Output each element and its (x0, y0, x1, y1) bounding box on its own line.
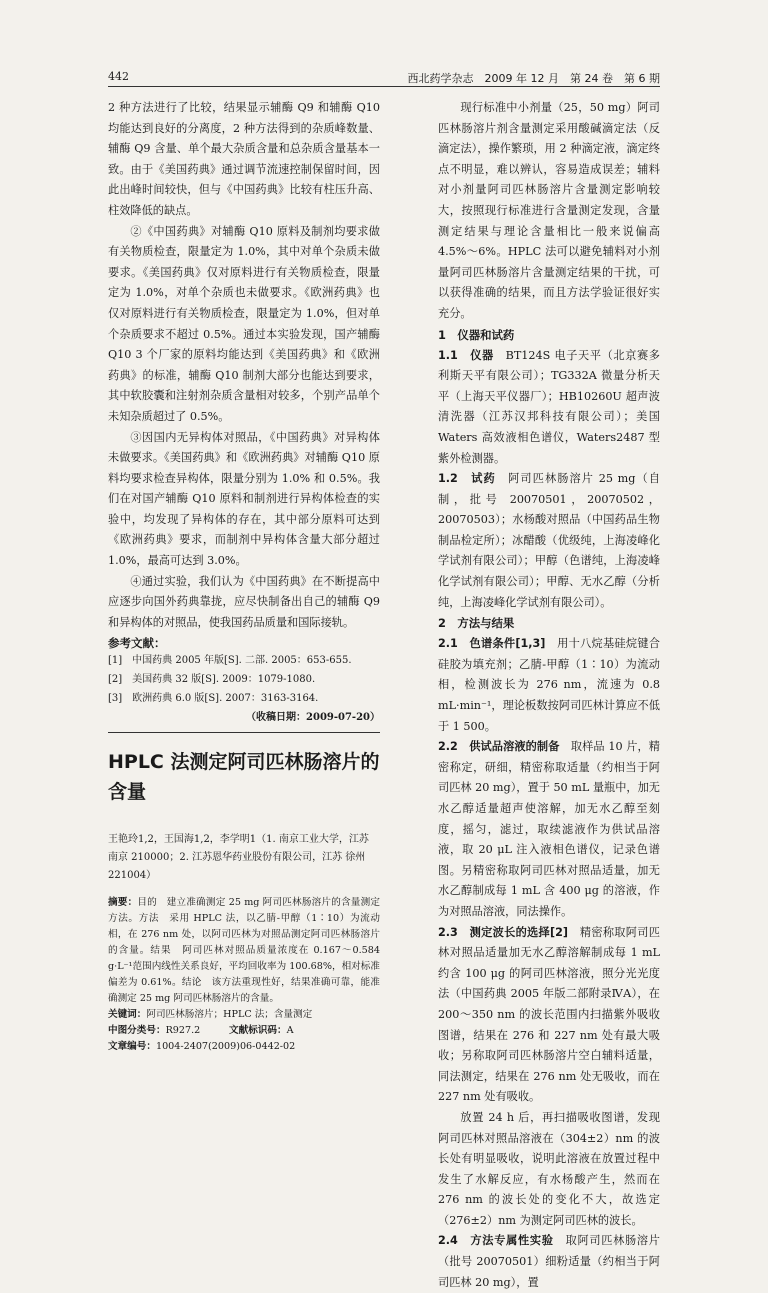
body-paragraph (438, 737, 660, 922)
clc-value: R927.2 (165, 1025, 201, 1037)
body-paragraph (438, 469, 660, 613)
abstract-text: 目的 建立准确测定 25 mg 阿司匹林肠溶片的含量测定方法。方法 采用 HPLC 法，以乙腈-甲醇（1∶10）为流动相，在 276 nm 处，以阿司匹林为对照品测定阿司匹林肠溶片的含量。结果 阿司匹林对照品质量浓度在 0.167～0.584 g·L⁻¹范围内线性关系良好，平均回收率为 100.68%，相对标准偏差为 0.61%。结论 该方法重现性好，结果准确可靠，能准确测定 25 mg 阿司匹林肠溶片的含量。 (108, 897, 380, 1005)
reference-item: [3] 欧洲药典 6.0 版[S]. 2007：3163-3164. (108, 693, 319, 705)
body-paragraph (438, 923, 660, 1108)
keywords (108, 1007, 380, 1023)
body-paragraph: 放置 24 h 后，再扫描吸收图谱，发现阿司匹林对照品溶液在（304±2）nm 的波长处有明显吸收，说明此溶液在放置过程中发生了水解反应，有水杨酸产生，然而在 276 nm 的波长处的变化不大，故选定（276±2）nm 为测定阿司匹林的波长。 (438, 1110, 660, 1227)
right-column (438, 98, 660, 1293)
page-number: 442 (108, 70, 129, 83)
article-number (108, 1039, 380, 1055)
body-paragraph (438, 1231, 660, 1293)
reference-item: [2] 美国药典 32 版[S]. 2009：1079-1080. (108, 674, 316, 686)
references-heading: 参考文献： (108, 636, 166, 651)
journal-info: 西北药学杂志 2009 年 12 月 第 24 卷 第 6 期 (407, 72, 660, 85)
intro-paragraph: 现行标准中小剂量（25，50 mg）阿司匹林肠溶片剂含量测定采用酸碱滴定法（反滴定法），操作繁琐，用 2 种滴定液，滴定终点不明显，难以辨认，容易造成误差；辅料对小剂量阿司匹林肠溶片含量测定影响较大，按照现行标准进行含量测定发现，含量测定结果与理论含量相比一般来说偏高 4.5%～6%。HPLC 法可以避免辅料对小剂量阿司匹林肠溶片含量测定结果的干扰，可以获得准确的结果，而且方法学验证很好实充分。 (438, 101, 660, 320)
article-no-value: 1004-2407(2009)06-0442-02 (155, 1041, 296, 1053)
abstract-label: 摘要： (108, 897, 138, 909)
subsection-text: 取样品 10 片，精密称定，研细，精密称取适量（约相当于阿司匹林 20 mg），置于 50 mL 量瓶中，加无水乙醇适量超声使溶解，加无水乙醇至刻度，摇匀，滤过，取续滤液作为供试品溶液，取 20 μL 注入液相色谱仪，记录色谱图。另精密称取阿司匹林对照品适量，加无水乙醇制成每 1 mL 含 400 μg 的溶液，作为对照品溶液，同法操作。 (438, 740, 660, 918)
subsection-text: BT124S 电子天平（北京赛多利斯天平有限公司）；TG332A 微量分析天平（上海天平仪器厂）；HB10260U 超声波清洗器（江苏汉邦科技有限公司）；美国 Waters 高效液相色谱仪，Waters2487 型紫外检测器。 (438, 348, 660, 465)
body-paragraph: ③因国内无异构体对照品，《中国药典》对异构体未做要求。《美国药典》和《欧洲药典》对辅酶 Q10 原料均要求检查异构体，限量分别为 1.0% 和 0.5%。我们在对国产辅酶 Q10 原料和制剂进行异构体检查的实验中，均发现了异构体的存在，其中部分原料可达到《欧洲药典》要求，而制剂中异构体含量大部分超过 1.0%，最高可达到 3.0%。 (108, 430, 380, 568)
abstract (108, 895, 380, 1007)
keywords-label: 关键词： (108, 1009, 147, 1021)
clc-label: 中图分类号： (108, 1025, 166, 1037)
subsection-label: 2.2 供试品溶液的制备 (438, 740, 560, 754)
body-paragraph: ④通过实验，我们认为《中国药典》在不断提高中应逐步向国外药典靠拢，应尽快制备出自己的辅酶 Q9 和异构体的对照品，使我国药品质量和国际接轨。 (108, 574, 380, 629)
section-heading: 2 方法与结果 (438, 616, 515, 631)
subsection-text: 用十八烷基硅烷键合硅胶为填充剂；乙腈-甲醇（1∶10）为流动相，检测波长为 276 nm，流速为 0.8 mL·min⁻¹，理论板数按阿司匹林计算应不低于 1 500。 (438, 637, 660, 733)
body-paragraph: 2 种方法进行了比较，结果显示辅酶 Q9 和辅酶 Q10 均能达到良好的分离度，2 种方法得到的杂质峰数量、辅酶 Q9 含量、单个最大杂质含量和总杂质含量基本一致。由于《美国药典》通过调节流速控制保留时间，因此出峰时间较快，但与《中国药典》比较有柱压升高、柱效降低的缺点。 (108, 101, 380, 217)
reference-item: [1] 中国药典 2005 年版[S]. 二部. 2005：653-655. (108, 655, 352, 667)
page-header (108, 66, 660, 87)
left-column (108, 98, 380, 1055)
body-paragraph (438, 346, 660, 470)
classification (108, 1023, 380, 1039)
subsection-label: 2.1 色谱条件[1,3] (438, 637, 546, 651)
authors-affiliations: 王艳玲1,2，王国海1,2，李学明1（1. 南京工业大学，江苏 南京 210000；2. 江苏恩华药业股份有限公司，江苏 徐州 221004） (108, 834, 369, 882)
subsection-text: 阿司匹林肠溶片 25 mg（自制，批号 20070501，20070502，20070503）；水杨酸对照品（中国药品生物制品检定所）；冰醋酸（优级纯，上海凌峰化学试剂有限公司）；甲醇（色谱纯，上海凌峰化学试剂有限公司）；甲醇、无水乙醇（分析纯，上海凌峰化学试剂有限公司）。 (438, 472, 660, 609)
doc-code-value: A (286, 1025, 294, 1037)
keywords-text: 阿司匹林肠溶片；HPLC 法；含量测定 (146, 1009, 313, 1021)
received-date: （收稿日期：2009-07-20） (246, 712, 380, 724)
body-paragraph (438, 634, 660, 737)
doc-code-label: 文献标识码： (229, 1025, 287, 1037)
subsection-label: 1.1 仪器 (438, 348, 494, 362)
section-heading: 1 仪器和试药 (438, 327, 515, 342)
subsection-label: 1.2 试药 (438, 472, 496, 486)
body-paragraph: ②《中国药典》对辅酶 Q10 原料及制剂均要求做有关物质检查，限量定为 1.0%，其中对单个杂质未做要求。《美国药典》仅对原料进行有关物质检查，限量定为 1.0%，对单个杂质也未做要求。《欧洲药典》也仅对原料进行有关物质检查，限量定为 1.0%，但对单个杂质要求不超过 0.5%。通过本实验发现，国产辅酶 Q10 3 个厂家的原料均能达到《美国药典》和《欧洲药典》的标准，辅酶 Q10 制剂大部分也能达到要求，其中软胶囊和注射剂杂质含量相对较多，个别产品单个未知杂质超过了 0.5%。 (108, 224, 380, 423)
article-title: HPLC 法测定阿司匹林肠溶片的含量 (108, 751, 380, 804)
subsection-label: 2.3 测定波长的选择[2] (438, 925, 569, 939)
divider (108, 732, 380, 733)
subsection-label: 2.4 方法专属性实验 (438, 1234, 554, 1248)
subsection-text: 精密称取阿司匹林对照品适量加无水乙醇溶解制成每 1 mL 约含 100 μg 的阿司匹林溶液，照分光光度法（中国药典 2005 年版二部附录ⅣA），在 200～350 nm 的波长范围内扫描紫外吸收图谱，结果在 276 和 227 nm 处有最大吸收；另称取阿司匹林肠溶片空白辅料适量，同法测定，结果在 276 nm 处无吸收，而在 227 nm 处有吸收。 (438, 925, 660, 1104)
subsection-text: 取阿司匹林肠溶片（批号 20070501）细粉适量（约相当于阿司匹林 20 mg），置 (438, 1234, 660, 1289)
article-no-label: 文章编号： (108, 1041, 156, 1053)
